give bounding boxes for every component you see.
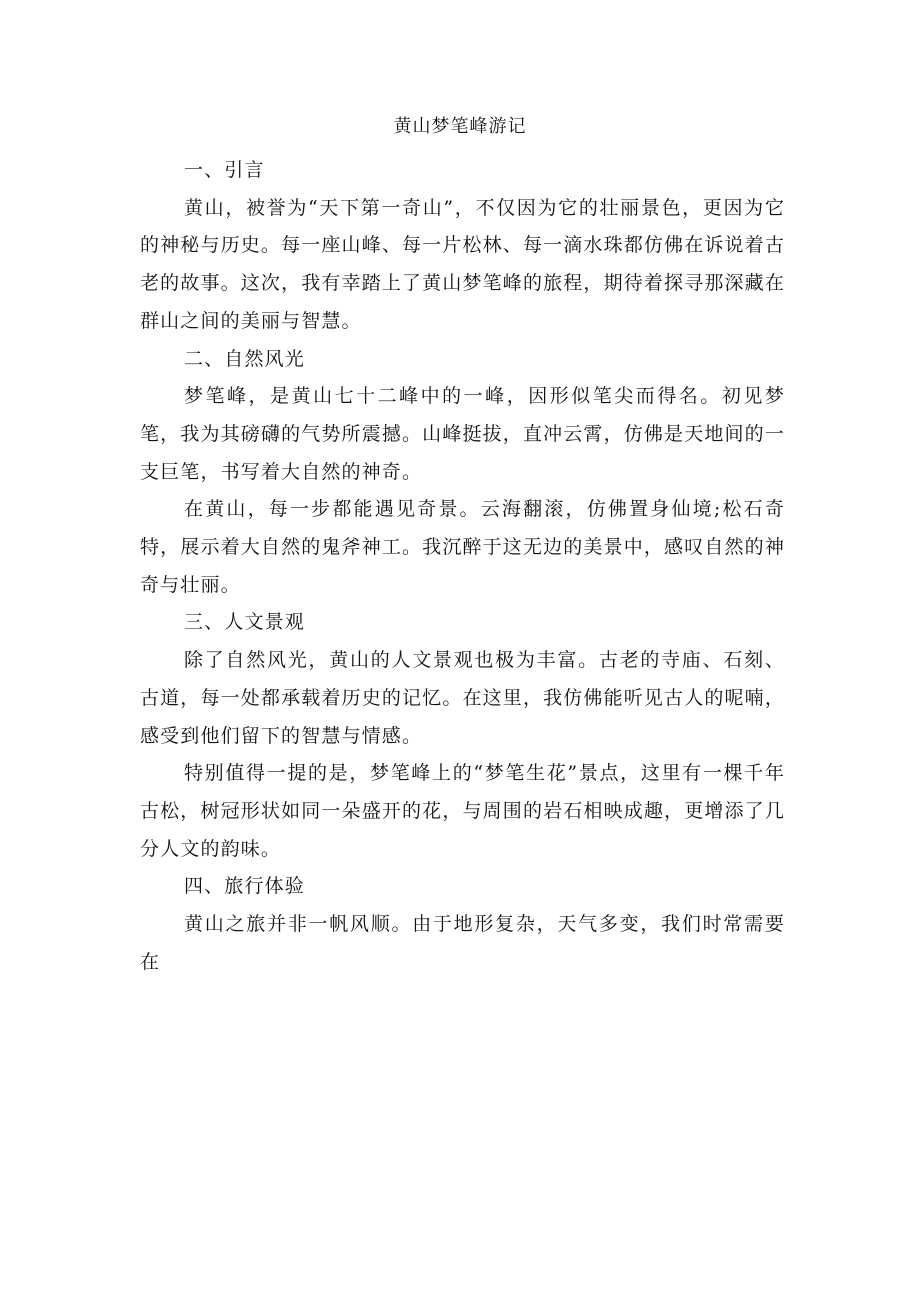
paragraph-mengbi-shenghua: 特别值得一提的是，梦笔峰上的“梦笔生花”景点，这里有一棵千年古松，树冠形状如同一朵盛开的花，与周围的岩石相映成趣，更增添了几分人文的韵味。 — [140, 762, 785, 860]
section-heading-nature: 二、自然风光 — [184, 347, 305, 370]
paragraph-mengbi-peak: 梦笔峰，是黄山七十二峰中的一峰，因形似笔尖而得名。初见梦笔，我为其磅礴的气势所震撼。山峰挺拔，直冲云霄，仿佛是天地间的一支巨笔，书写着大自然的神奇。 — [140, 385, 785, 483]
section-heading-travel: 四、旅行体验 — [184, 875, 305, 898]
document-body — [140, 152, 785, 981]
document-title: 黄山梦笔峰游记 — [393, 116, 527, 137]
paragraph-travel: 黄山之旅并非一帆风顺。由于地形复杂，天气多变，我们时常需要在 — [140, 913, 785, 973]
section-heading-intro: 一、引言 — [184, 159, 265, 181]
section-heading-culture: 三、人文景观 — [184, 611, 305, 634]
paragraph-intro: 黄山，被誉为“天下第一奇山”，不仅因为它的壮丽景色，更因为它的神秘与历史。每一座山峰、每一片松林、每一滴水珠都仿佛在诉说着古老的故事。这次，我有幸踏上了黄山梦笔峰的旅程，期待着探寻那深藏在群山之间的美丽与智慧。 — [140, 196, 785, 332]
paragraph-culture: 除了自然风光，黄山的人文景观也极为丰富。古老的寺庙、石刻、古道，每一处都承载着历史的记忆。在这里，我仿佛能听见古人的呢喃，感受到他们留下的智慧与情感。 — [140, 649, 785, 747]
paragraph-scenery: 在黄山，每一步都能遇见奇景。云海翻滚，仿佛置身仙境;松石奇特，展示着大自然的鬼斧神工。我沉醉于这无边的美景中，感叹自然的神奇与壮丽。 — [140, 498, 785, 596]
